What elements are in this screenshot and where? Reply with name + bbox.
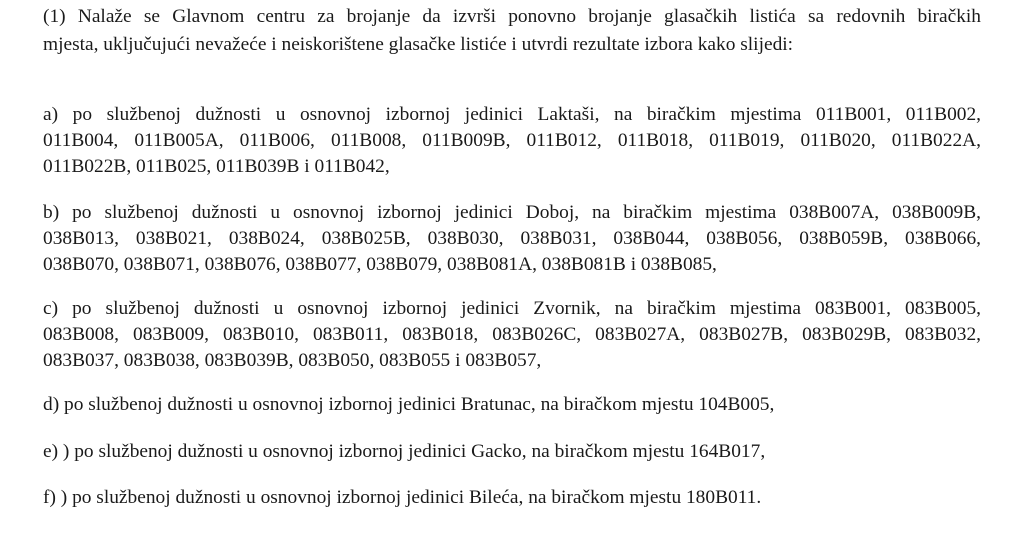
item-c-line-3: 083B037, 083B038, 083B039B, 083B050, 083B055 i 083B057, (43, 350, 542, 371)
item-c-line-1: c) po službenoj dužnosti u osnovnoj izbornoj jedinici Zvornik, na biračkim mjestima 083B001, 083B005, (43, 298, 981, 319)
item-c-line-2: 083B008, 083B009, 083B010, 083B011, 083B018, 083B026C, 083B027A, 083B027B, 083B029B, 083B032, (43, 324, 981, 345)
item-b-line-2: 038B013, 038B021, 038B024, 038B025B, 038B030, 038B031, 038B044, 038B056, 038B059B, 038B066, (43, 228, 981, 249)
intro-line-2: mjesta, uključujući nevažeće i neiskorištene glasačke listiće i utvrdi rezultate izbora kako slijedi: (43, 34, 794, 55)
intro-line-1: (1) Nalaže se Glavnom centru za brojanje da izvrši ponovno brojanje glasačkih listića sa redovnih biračkih (43, 6, 981, 27)
item-a-line-3: 011B022B, 011B025, 011B039B i 011B042, (43, 156, 390, 177)
item-a-line-2: 011B004, 011B005A, 011B006, 011B008, 011B009B, 011B012, 011B018, 011B019, 011B020, 011B022A, (43, 130, 981, 151)
item-e-line-1: e) ) po službenoj dužnosti u osnovnoj izbornoj jedinici Gacko, na biračkom mjestu 164B017, (43, 441, 766, 462)
item-b-line-3: 038B070, 038B071, 038B076, 038B077, 038B079, 038B081A, 038B081B i 038B085, (43, 254, 717, 275)
item-a-line-1: a) po službenoj dužnosti u osnovnoj izbornoj jedinici Laktaši, na biračkim mjestima 011B001, 011B002, (43, 104, 981, 125)
item-f-line-1: f) ) po službenoj dužnosti u osnovnoj izbornoj jedinici Bileća, na biračkom mjestu 180B011. (43, 487, 762, 508)
item-b-line-1: b) po službenoj dužnosti u osnovnoj izbornoj jedinici Doboj, na biračkim mjestima 038B007A, 038B009B, (43, 202, 981, 223)
item-d-line-1: d) po službenoj dužnosti u osnovnoj izbornoj jedinici Bratunac, na biračkom mjestu 104B005, (43, 394, 775, 415)
